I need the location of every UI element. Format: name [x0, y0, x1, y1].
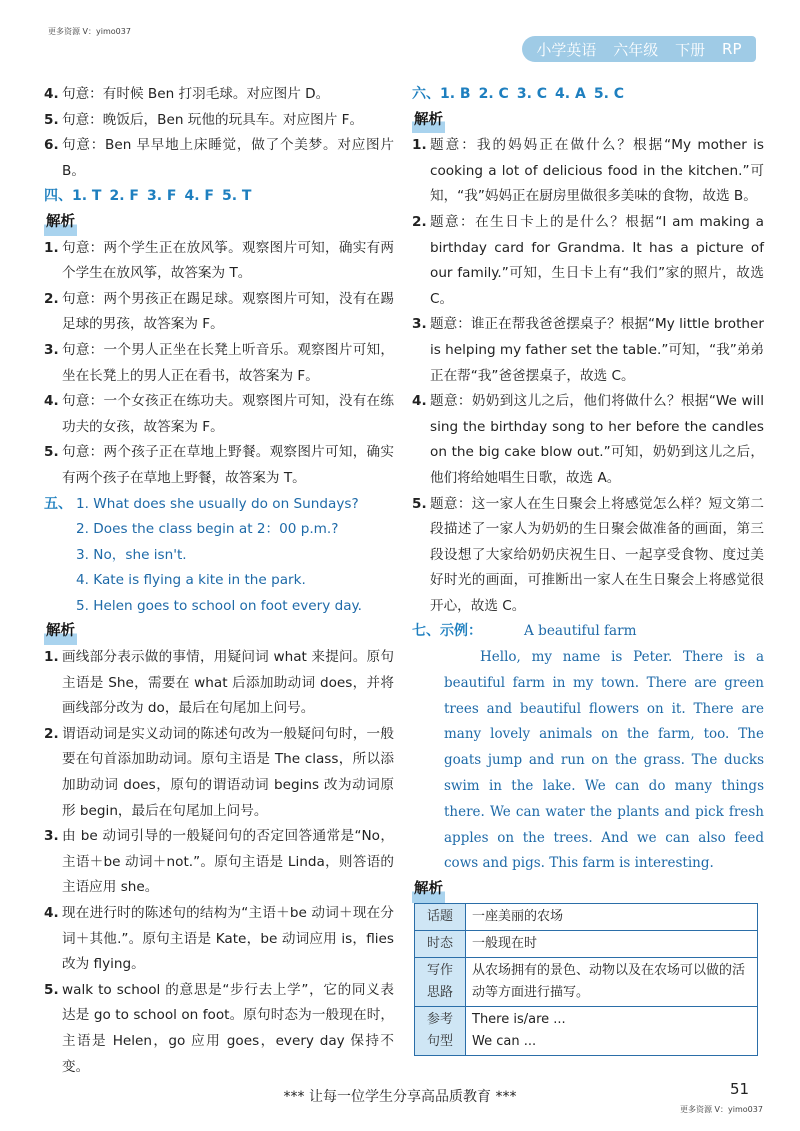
- list-item: 2. 谓语动词是实义动词的陈述句改为一般疑问句时，一般要在句首添加助动词。原句主语是 The class，所以添加助动词 does，原句的谓语动词 begins 改为动词原形 begin，最后在句尾加上问号。: [44, 725, 394, 819]
- section-4-answers: 四、1. T 2. F 3. F 4. F 5. T: [44, 188, 252, 205]
- list-item: 1. 句意：两个学生正在放风筝。观察图片可知，确实有两个学生在放风筝，故答案为 T。: [44, 239, 394, 282]
- header-term: 下册: [675, 40, 706, 59]
- header-edition: RP: [722, 40, 742, 58]
- items-a: [44, 82, 394, 184]
- footer-slogan: *** 让每一位学生分享高品质教育 ***: [283, 1089, 517, 1105]
- list-item: 2. 句意：两个男孩正在踢足球。观察图片可知，没有在踢足球的男孩，故答案为 F。: [44, 290, 394, 333]
- list-item: 5. 句意：两个孩子正在草地上野餐。观察图片可知，确实有两个孩子在草地上野餐，故答案为 T。: [44, 444, 394, 486]
- list-item: 2. 题意：在生日卡上的是什么？根据“I am making a birthday card for Grandma. It has a picture of our family.”可知，生日卡上有“我们”家的照片，故选 C。: [412, 213, 764, 307]
- list-item: 4. 句意：有时候 Ben 打羽毛球。对应图片 D。: [44, 86, 330, 102]
- writing-guide-table: [414, 903, 758, 1056]
- right-column: [412, 82, 764, 1056]
- essay-title: A beautiful farm: [524, 623, 637, 640]
- jiexi-heading: 解析: [44, 210, 77, 236]
- list-item: 5. 句意：晚饭后，Ben 玩他的玩具车。对应图片 F。: [44, 111, 364, 128]
- list-item: 1. 题意：我的妈妈正在做什么？根据“My mother is cooking a lot of delicious food in the kitchen.”可知，“我”妈妈正在厨房里做很多美味的食物，故选 B。: [412, 137, 764, 205]
- bottom-note: 更多资源 V：yimo037: [680, 1105, 763, 1114]
- header-grade: 六年级: [613, 40, 659, 59]
- list-item: 3. 句意：一个男人正坐在长凳上听音乐。观察图片可知，坐在长凳上的男人正在看书，故答案为 F。: [44, 341, 394, 384]
- list-item: 4. 题意：奶奶到这儿之后，他们将做什么？根据“We will sing the birthday song to her before the candles on the big cake blow out.”可知，奶奶到这儿之后，他们将给她唱生日歌，故选 A。: [412, 393, 764, 486]
- section-4-explanations: [44, 236, 394, 492]
- header-subject: 小学英语: [536, 40, 597, 59]
- page-number: 51: [730, 1080, 750, 1098]
- list-item: 4. 句意：一个女孩正在练功夫。观察图片可知，没有在练功夫的女孩，故答案为 F。: [44, 393, 394, 435]
- section-6-explanations: [412, 133, 764, 619]
- list-item: 6. 句意：Ben 早早地上床睡觉，做了个美梦。对应图片 B。: [44, 137, 394, 179]
- section-5-label: 五、: [44, 495, 72, 512]
- jiexi-heading: 解析: [412, 877, 445, 903]
- essay-body: Hello, my name is Peter. There is a beautiful farm in my town. There are green trees and beautiful flowers on it. There are many lovely animals on the farm, too. The goats jump and run on the grass. The ducks swim in the lake. We can do many things there. We can water the plants and pick fresh apples on the trees. And we can also feed cows and pigs. This farm is interesting.: [444, 649, 764, 872]
- list-item: 1. 画线部分表示做的事情，用疑问词 what 来提问。原句主语是 She，需要在 what 后添加助动词 does，并将画线部分改为 do，最后在句尾加上问号。: [44, 649, 394, 717]
- header-bar: [522, 36, 756, 62]
- list-item: 5. 题意：这一家人在生日聚会上将感觉怎么样？短文第二段描述了一家人为奶奶的生日聚会做准备的画面，第三段设想了大家给奶奶庆祝生日、一起享受食物、度过美好时光的画面，可推断出一家人在生日聚会上将感觉很开心，故选 C。: [412, 495, 764, 614]
- section-7-header: [412, 619, 764, 645]
- jiexi-heading: 解析: [412, 108, 445, 134]
- list-item: 3. 题意：谁正在帮我爸爸摆桌子？根据“My little brother is helping my father set the table.”可知，“我”弟弟正在帮“我”爸爸摆桌子，故选 C。: [412, 316, 765, 384]
- left-column: [44, 82, 394, 1080]
- section-5-answers: 五、 1. What does she usually do on Sundays? 2. Does the class begin at 2：00 p.m.? 3. No，she isn't. 4. Kate is flying a kite in the park. 5. Helen goes to school on foot every day.: [44, 492, 394, 620]
- table-row: 写作思路 从农场拥有的景色、动物以及在农场可以做的活动等方面进行描写。: [415, 957, 758, 1006]
- section-5-explanations: [44, 645, 394, 1080]
- table-row: 话题 一座美丽的农场: [415, 903, 758, 930]
- list-item: 3. 由 be 动词引导的一般疑问句的否定回答通常是“No，主语＋be 动词＋not.”。原句主语是 Linda，则答语的主语应用 she。: [44, 828, 394, 896]
- table-row: 时态 一般现在时: [415, 930, 758, 957]
- top-note: 更多资源 V：yimo037: [48, 27, 131, 36]
- jiexi-heading: 解析: [44, 619, 77, 645]
- section-7-label: 七、示例：: [412, 623, 482, 640]
- section-6-answers: 六、1. B 2. C 3. C 4. A 5. C: [412, 86, 625, 102]
- list-item: 4. 现在进行时的陈述句的结构为“主语＋be 动词＋现在分词＋其他.”。原句主语是 Kate，be 动词应用 is，flies 改为 flying。: [44, 905, 394, 973]
- list-item: 5. walk to school 的意思是“步行去上学”，它的同义表达是 go to school on foot。原句时态为一般现在时，主语是 Helen，go 应用 goes，every day 保持不变。: [44, 981, 394, 1075]
- table-row: 参考句型 There is/are ... We can ...: [415, 1006, 758, 1055]
